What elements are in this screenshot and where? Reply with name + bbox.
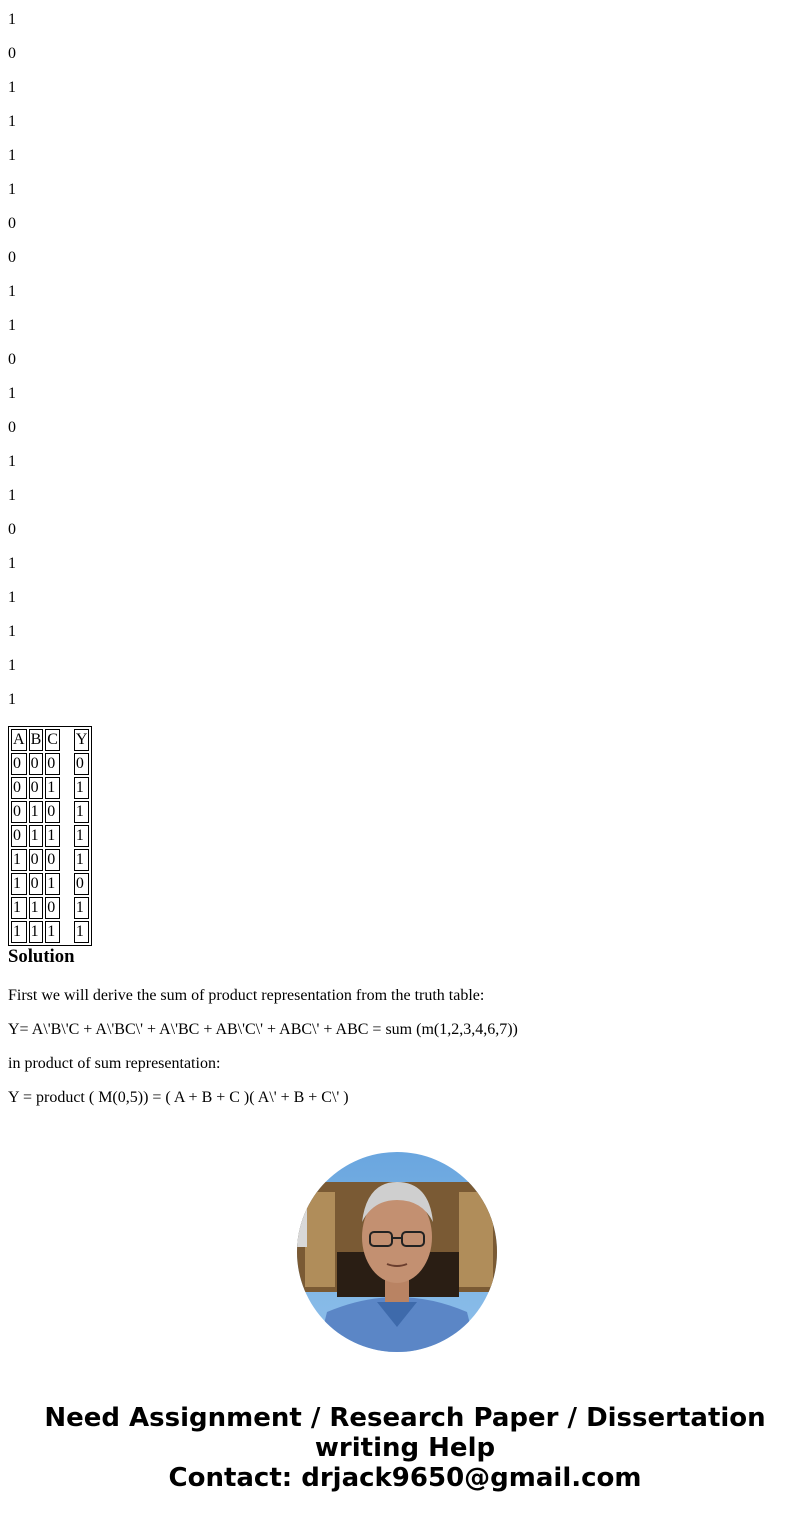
- header-b: B: [29, 729, 44, 751]
- bit-value: 1: [8, 11, 16, 28]
- truth-table-cell: 0: [11, 825, 27, 847]
- truth-table-cell: 0: [11, 801, 27, 823]
- truth-table-cell: 1: [29, 921, 44, 943]
- truth-table-cell: 0: [11, 777, 27, 799]
- column-gap: [62, 921, 72, 943]
- column-gap: [62, 801, 72, 823]
- bit-value: 1: [8, 147, 16, 164]
- truth-table-cell: 1: [74, 921, 90, 943]
- column-gap: [62, 753, 72, 775]
- truth-table-cell: 1: [74, 897, 90, 919]
- truth-table-cell: 1: [29, 897, 44, 919]
- truth-table-cell: 1: [74, 777, 90, 799]
- truth-table-row: [11, 873, 89, 895]
- truth-table-cell: 0: [45, 801, 60, 823]
- truth-table-cell: 1: [74, 849, 90, 871]
- truth-table-cell: 0: [29, 873, 44, 895]
- bit-value: 1: [8, 589, 16, 606]
- author-photo-icon: [297, 1152, 497, 1352]
- footer-line-1: Need Assignment / Research Paper / Dissertation: [44, 1403, 766, 1433]
- bit-value: 1: [8, 657, 16, 674]
- truth-table-row: [11, 753, 89, 775]
- truth-table-cell: 1: [11, 849, 27, 871]
- bit-value: 1: [8, 623, 16, 640]
- truth-table-cell: 1: [29, 825, 44, 847]
- author-avatar: [297, 1152, 497, 1352]
- column-gap: [62, 849, 72, 871]
- bit-value: 1: [8, 317, 16, 334]
- column-gap: [62, 897, 72, 919]
- truth-table-cell: 0: [45, 897, 60, 919]
- truth-table-cell: 0: [45, 849, 60, 871]
- truth-table-cell: 1: [45, 921, 60, 943]
- truth-table-cell: 1: [11, 873, 27, 895]
- pos-expression: Y = product ( M(0,5)) = ( A + B + C )( A\' + B + C\' ): [8, 1089, 349, 1106]
- footer-line-3: Contact: drjack9650@gmail.com: [168, 1463, 642, 1493]
- truth-table-header-row: [11, 729, 89, 751]
- bit-value: 1: [8, 385, 16, 402]
- truth-table-cell: 0: [29, 849, 44, 871]
- column-gap: [62, 825, 72, 847]
- truth-table-row: [11, 825, 89, 847]
- truth-table-cell: 1: [74, 801, 90, 823]
- truth-table-cell: 0: [11, 753, 27, 775]
- truth-table-cell: 0: [29, 777, 44, 799]
- truth-table-row: [11, 777, 89, 799]
- truth-table-cell: 1: [11, 897, 27, 919]
- truth-table-cell: 0: [45, 753, 60, 775]
- truth-table-cell: 1: [45, 825, 60, 847]
- truth-table-cell: 1: [74, 825, 90, 847]
- bit-value: 0: [8, 419, 16, 436]
- bit-value: 1: [8, 555, 16, 572]
- solution-heading: Solution: [8, 946, 75, 967]
- header-y: Y: [74, 729, 90, 751]
- header-c: C: [45, 729, 60, 751]
- bit-value: 0: [8, 249, 16, 266]
- truth-table-cell: 1: [45, 873, 60, 895]
- bit-value: 1: [8, 181, 16, 198]
- sop-expression: Y= A\'B\'C + A\'BC\' + A\'BC + AB\'C\' + ABC\' + ABC = sum (m(1,2,3,4,6,7)): [8, 1021, 518, 1038]
- bit-value: 0: [8, 351, 16, 368]
- truth-table: [8, 726, 92, 946]
- truth-table-cell: 1: [45, 777, 60, 799]
- bit-value: 0: [8, 521, 16, 538]
- bit-value: 1: [8, 283, 16, 300]
- truth-table-row: [11, 921, 89, 943]
- solution-intro: First we will derive the sum of product representation from the truth table:: [8, 987, 485, 1004]
- truth-table-cell: 0: [74, 873, 90, 895]
- bit-value: 1: [8, 79, 16, 96]
- bit-value: 1: [8, 487, 16, 504]
- bit-value: 0: [8, 215, 16, 232]
- bit-value: 0: [8, 45, 16, 62]
- bit-value: 1: [8, 113, 16, 130]
- truth-table-cell: 0: [74, 753, 90, 775]
- truth-table-body: [11, 753, 89, 943]
- column-gap: [62, 777, 72, 799]
- bit-list: [8, 0, 16, 714]
- header-a: A: [11, 729, 27, 751]
- truth-table-row: [11, 897, 89, 919]
- truth-table-cell: 1: [29, 801, 44, 823]
- truth-table-cell: 1: [11, 921, 27, 943]
- footer-line-2: writing Help: [314, 1433, 496, 1463]
- column-gap: [62, 729, 72, 751]
- bit-value: 1: [8, 691, 16, 708]
- truth-table-row: [11, 801, 89, 823]
- footer-contact: [8, 1403, 794, 1493]
- truth-table-row: [11, 849, 89, 871]
- truth-table-cell: 0: [29, 753, 44, 775]
- bit-value: 1: [8, 453, 16, 470]
- pos-intro: in product of sum representation:: [8, 1055, 221, 1072]
- column-gap: [62, 873, 72, 895]
